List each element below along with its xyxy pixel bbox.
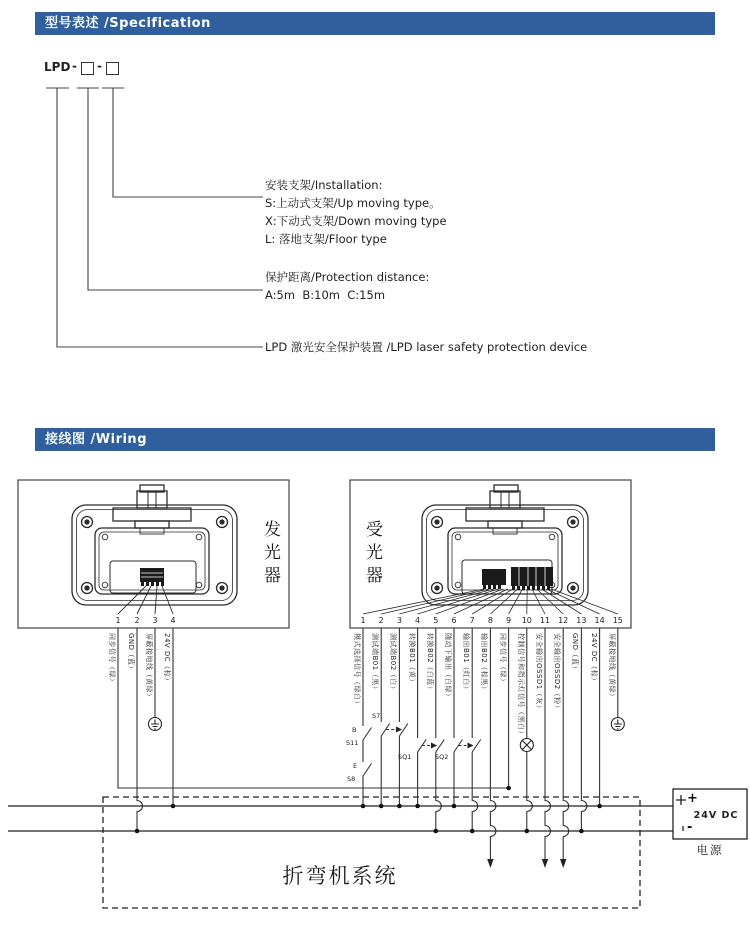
receiver-terminal-number: 6: [451, 616, 457, 625]
transmitter-terminal-number: 4: [170, 616, 176, 625]
model-separator-2: -: [97, 59, 102, 73]
receiver-terminal-number: 10: [521, 616, 532, 625]
transmitter-wire-label: 屏蔽接地线（黄绿）: [145, 633, 153, 701]
protection-values: A:5m B:10m C:15m: [265, 288, 386, 302]
system-label: 折弯机系统: [282, 864, 398, 888]
power-label: 24V DC: [693, 810, 739, 821]
section-header-specification: 型号表述 /Specification: [35, 12, 715, 35]
system-box: [103, 797, 640, 908]
switch-label-s11: S11: [346, 739, 359, 747]
receiver-terminal-number: 13: [576, 616, 587, 625]
arrowheads: [396, 727, 566, 869]
model-tree-lines: [46, 88, 263, 347]
receiver-wire-label: 转换B02（白蓝）: [425, 633, 434, 694]
receiver-drawing: [363, 485, 618, 614]
receiver-wire-label: GND（蓝）: [571, 633, 580, 674]
receiver-terminal-number: 14: [594, 616, 605, 625]
switch-label-e: E: [353, 762, 358, 770]
receiver-wire-label: 控制信号和指示灯信号（黑白）: [516, 633, 525, 738]
receiver-wire-label: 转换B01（黄）: [407, 633, 416, 686]
power-minus-sign: -: [687, 820, 693, 835]
installation-option-l: L: 落地支架/Floor type: [265, 232, 387, 246]
receiver-terminal-number: 3: [396, 616, 402, 625]
model-box-2: [106, 62, 119, 75]
device-description: LPD 激光安全保护装置 /LPD laser safety protection device: [265, 340, 588, 354]
installation-option-x: X:下动式支架/Down moving type: [265, 214, 447, 228]
receiver-label: 受光器: [362, 520, 382, 589]
receiver-terminal-number: 11: [539, 616, 551, 625]
receiver-wire-label: 安全输出OSSD1（灰）: [535, 633, 543, 713]
power-caption: 电源: [696, 843, 724, 857]
power-plus-sign: +: [687, 791, 698, 806]
switch-label-sq1: SQ1: [398, 753, 412, 761]
receiver-wire-label: 同步信号（绿）: [498, 633, 507, 686]
switch-label-b: B: [352, 726, 357, 734]
receiver-wire-label: 屏蔽接地线（黄绿）: [607, 633, 616, 701]
receiver-terminal-number: 4: [415, 616, 421, 625]
receiver-wire-label: 随动下输出（白绿）: [444, 633, 452, 701]
device-frames: [18, 480, 631, 628]
switch-label-sq2: SQ2: [435, 753, 449, 761]
receiver-wire-label: 模式选择信号（绿白）: [353, 633, 361, 708]
receiver-terminal-number: 15: [612, 616, 623, 625]
transmitter-drawing: [72, 485, 237, 614]
transmitter-wire-label: 24V DC（棕）: [163, 633, 171, 685]
junction-dots: [135, 786, 602, 834]
indicator-lamp-icon: [520, 739, 533, 752]
receiver-terminal-number: 8: [487, 616, 493, 625]
transmitter-label: 发光器: [260, 520, 280, 589]
transmitter-wire-label: 同步信号（绿）: [108, 633, 116, 686]
switch-label-s8: S8: [347, 775, 356, 783]
receiver-wire-label: 输出B01（红白）: [462, 633, 471, 694]
transmitter-terminal-number: 3: [152, 616, 158, 625]
transmitter-terminal-number: 1: [115, 616, 121, 625]
receiver-wire-label: 测试端B02（白）: [389, 633, 398, 694]
transmitter-terminal-number: 2: [134, 616, 140, 625]
model-prefix: LPD: [44, 60, 71, 74]
receiver-terminal-number: 9: [506, 616, 512, 625]
receiver-terminal-number: 12: [558, 616, 569, 625]
switch-label-s7: S7: [372, 712, 381, 720]
protection-title: 保护距离/Protection distance:: [265, 270, 430, 284]
model-box-1: [81, 62, 94, 75]
receiver-terminal-number: 7: [469, 616, 475, 625]
installation-option-s: S:上动式支架/Up moving type。: [265, 196, 441, 210]
receiver-wire-label: 安全输出OSSD2（粉）: [553, 633, 562, 713]
receiver-terminal-number: 5: [433, 616, 439, 625]
receiver-wire-label: 24V DC（棕）: [589, 633, 598, 685]
section-header-wiring: 接线图 /Wiring: [35, 428, 715, 451]
receiver-wire-label: 测试端B01（黑）: [371, 633, 380, 694]
receiver-terminal-number: 2: [378, 616, 384, 625]
receiver-wire-label: 输出B02（棕黑）: [480, 633, 489, 694]
bus-lines: [8, 806, 673, 831]
transmitter-wire-label: GND（蓝）: [127, 633, 135, 674]
installation-title: 安装支架/Installation:: [265, 178, 383, 192]
model-separator-1: -: [72, 59, 77, 73]
receiver-terminal-number: 1: [360, 616, 366, 625]
